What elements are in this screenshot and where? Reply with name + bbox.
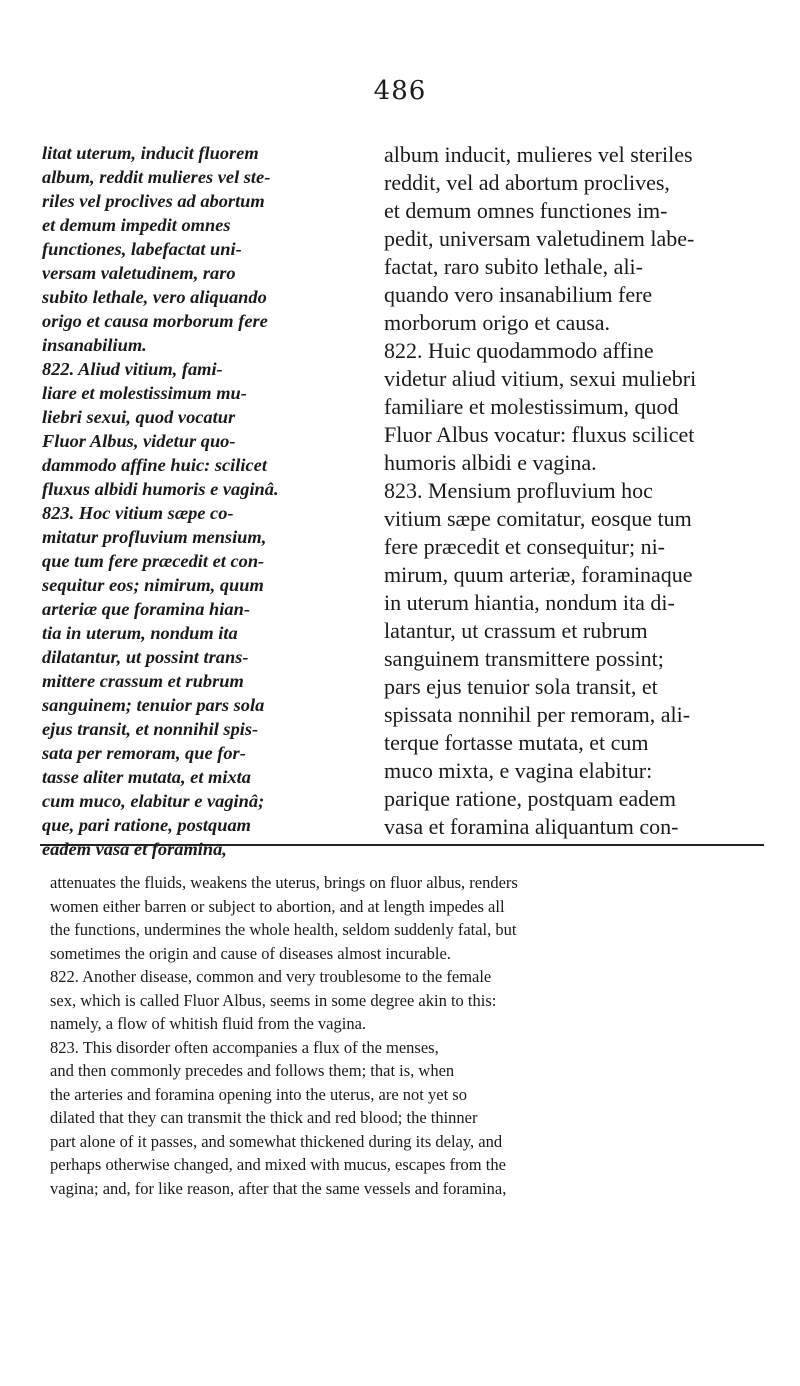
commentary-line: liebri sexui, quod vocatur xyxy=(42,407,236,427)
main-text-line: Fluor Albus vocatur: fluxus scilicet xyxy=(384,422,695,447)
main-text-line: muco mixta, e vagina elabitur: xyxy=(384,758,653,783)
translation-line: the functions, undermines the whole health, seldom suddenly fatal, but xyxy=(50,920,517,939)
main-text-line: 822. Huic quodammodo affine xyxy=(384,338,654,363)
translation-line: women either barren or subject to abortion, and at length impedes all xyxy=(50,896,505,916)
commentary-line: riles vel proclives ad abortum xyxy=(42,191,265,211)
main-text-line: vasa et foramina aliquantum con- xyxy=(384,814,679,839)
commentary-line: subito lethale, vero aliquando xyxy=(42,287,267,307)
commentary-line: sequitur eos; nimirum, quum xyxy=(42,575,264,595)
main-text-line: album inducit, mulieres vel steriles xyxy=(384,142,693,167)
main-text-line: spissata nonnihil per remoram, ali- xyxy=(384,702,691,727)
main-text-line: familiare et molestissimum, quod xyxy=(384,394,679,419)
commentary-line: litat uterum, inducit fluorem xyxy=(42,143,259,163)
english-translation-footnote xyxy=(50,871,765,1200)
commentary-line: arteriæ que foramina hian- xyxy=(42,599,250,619)
commentary-line: dilatantur, ut possint trans- xyxy=(42,647,249,667)
commentary-line: Fluor Albus, videtur quo- xyxy=(42,431,236,451)
commentary-line: album, reddit mulieres vel ste- xyxy=(42,167,271,187)
main-text-line: vitium sæpe comitatur, eosque tum xyxy=(384,506,692,531)
commentary-line: 822. Aliud vitium, fami- xyxy=(42,359,223,379)
translation-line: attenuates the fluids, weakens the uterus, brings on fluor albus, renders xyxy=(50,873,518,892)
commentary-line: functiones, labefactat uni- xyxy=(42,239,242,259)
main-text-line: factat, raro subito lethale, ali- xyxy=(384,254,643,279)
commentary-line: dammodo affine huic: scilicet xyxy=(42,455,267,475)
latin-main-column xyxy=(384,141,764,841)
commentary-line: fluxus albidi humoris e vaginâ. xyxy=(42,479,279,499)
commentary-line: tasse aliter mutata, et mixta xyxy=(42,767,251,787)
translation-line: perhaps otherwise changed, and mixed with mucus, escapes from the xyxy=(50,1155,506,1174)
translation-line: the arteries and foramina opening into the uterus, are not yet so xyxy=(50,1084,467,1104)
commentary-line: sata per remoram, que for- xyxy=(42,743,246,763)
commentary-line: cum muco, elabitur e vaginâ; xyxy=(42,791,265,811)
footnote-divider xyxy=(40,844,764,846)
main-text-line: quando vero insanabilium fere xyxy=(384,282,653,307)
commentary-line: mittere crassum et rubrum xyxy=(42,671,244,691)
main-text-line: sanguinem transmittere possint; xyxy=(384,646,664,671)
translation-line: namely, a flow of whitish fluid from the vagina. xyxy=(50,1014,367,1033)
commentary-line: que, pari ratione, postquam xyxy=(42,815,251,835)
main-text-line: et demum omnes functiones im- xyxy=(384,198,668,223)
commentary-line: versam valetudinem, raro xyxy=(42,263,236,283)
main-text-line: parique ratione, postquam eadem xyxy=(384,786,677,811)
commentary-line: 823. Hoc vitium sæpe co- xyxy=(42,503,234,523)
translation-line: sex, which is called Fluor Albus, seems in some degree akin to this: xyxy=(50,990,497,1010)
commentary-line: et demum impedit omnes xyxy=(42,215,231,235)
main-text-line: latantur, ut crassum et rubrum xyxy=(384,618,648,643)
commentary-line: eadem vasa et foramina, xyxy=(42,839,227,859)
translation-line: vagina; and, for like reason, after that the same vessels and foramina, xyxy=(50,1178,507,1198)
translation-line: sometimes the origin and cause of diseases almost incurable. xyxy=(50,943,451,963)
commentary-line: liare et molestissimum mu- xyxy=(42,383,247,403)
main-text-line: fere præcedit et consequitur; ni- xyxy=(384,534,666,559)
main-text-line: videtur aliud vitium, sexui muliebri xyxy=(384,366,697,391)
translation-line: and then commonly precedes and follows them; that is, when xyxy=(50,1061,455,1080)
commentary-line: tia in uterum, nondum ita xyxy=(42,623,238,643)
latin-commentary-column xyxy=(42,141,342,861)
main-text-line: 823. Mensium profluvium hoc xyxy=(384,478,653,503)
translation-line: 822. Another disease, common and very troublesome to the female xyxy=(50,967,492,986)
main-text-line: humoris albidi e vagina. xyxy=(384,450,597,475)
main-text-line: mirum, quum arteriæ, foraminaque xyxy=(384,562,693,587)
translation-line: dilated that they can transmit the thick and red blood; the thinner xyxy=(50,1108,478,1127)
translation-line: 823. This disorder often accompanies a flux of the menses, xyxy=(50,1037,439,1057)
page-number: 486 xyxy=(373,76,427,106)
commentary-line: mitatur profluvium mensium, xyxy=(42,527,267,547)
main-text-line: pedit, universam valetudinem labe- xyxy=(384,226,695,251)
commentary-line: sanguinem; tenuior pars sola xyxy=(42,695,265,715)
main-text-line: reddit, vel ad abortum proclives, xyxy=(384,170,670,195)
main-text-line: terque fortasse mutata, et cum xyxy=(384,730,649,755)
commentary-line: origo et causa morborum fere xyxy=(42,311,268,331)
translation-line: part alone of it passes, and somewhat thickened during its delay, and xyxy=(50,1131,503,1151)
main-text-line: pars ejus tenuior sola transit, et xyxy=(384,674,658,699)
commentary-line: insanabilium. xyxy=(42,335,147,355)
commentary-line: ejus transit, et nonnihil spis- xyxy=(42,719,259,739)
main-text-line: in uterum hiantia, nondum ita di- xyxy=(384,590,675,615)
main-text-line: morborum origo et causa. xyxy=(384,310,611,335)
commentary-line: que tum fere præcedit et con- xyxy=(42,551,265,571)
